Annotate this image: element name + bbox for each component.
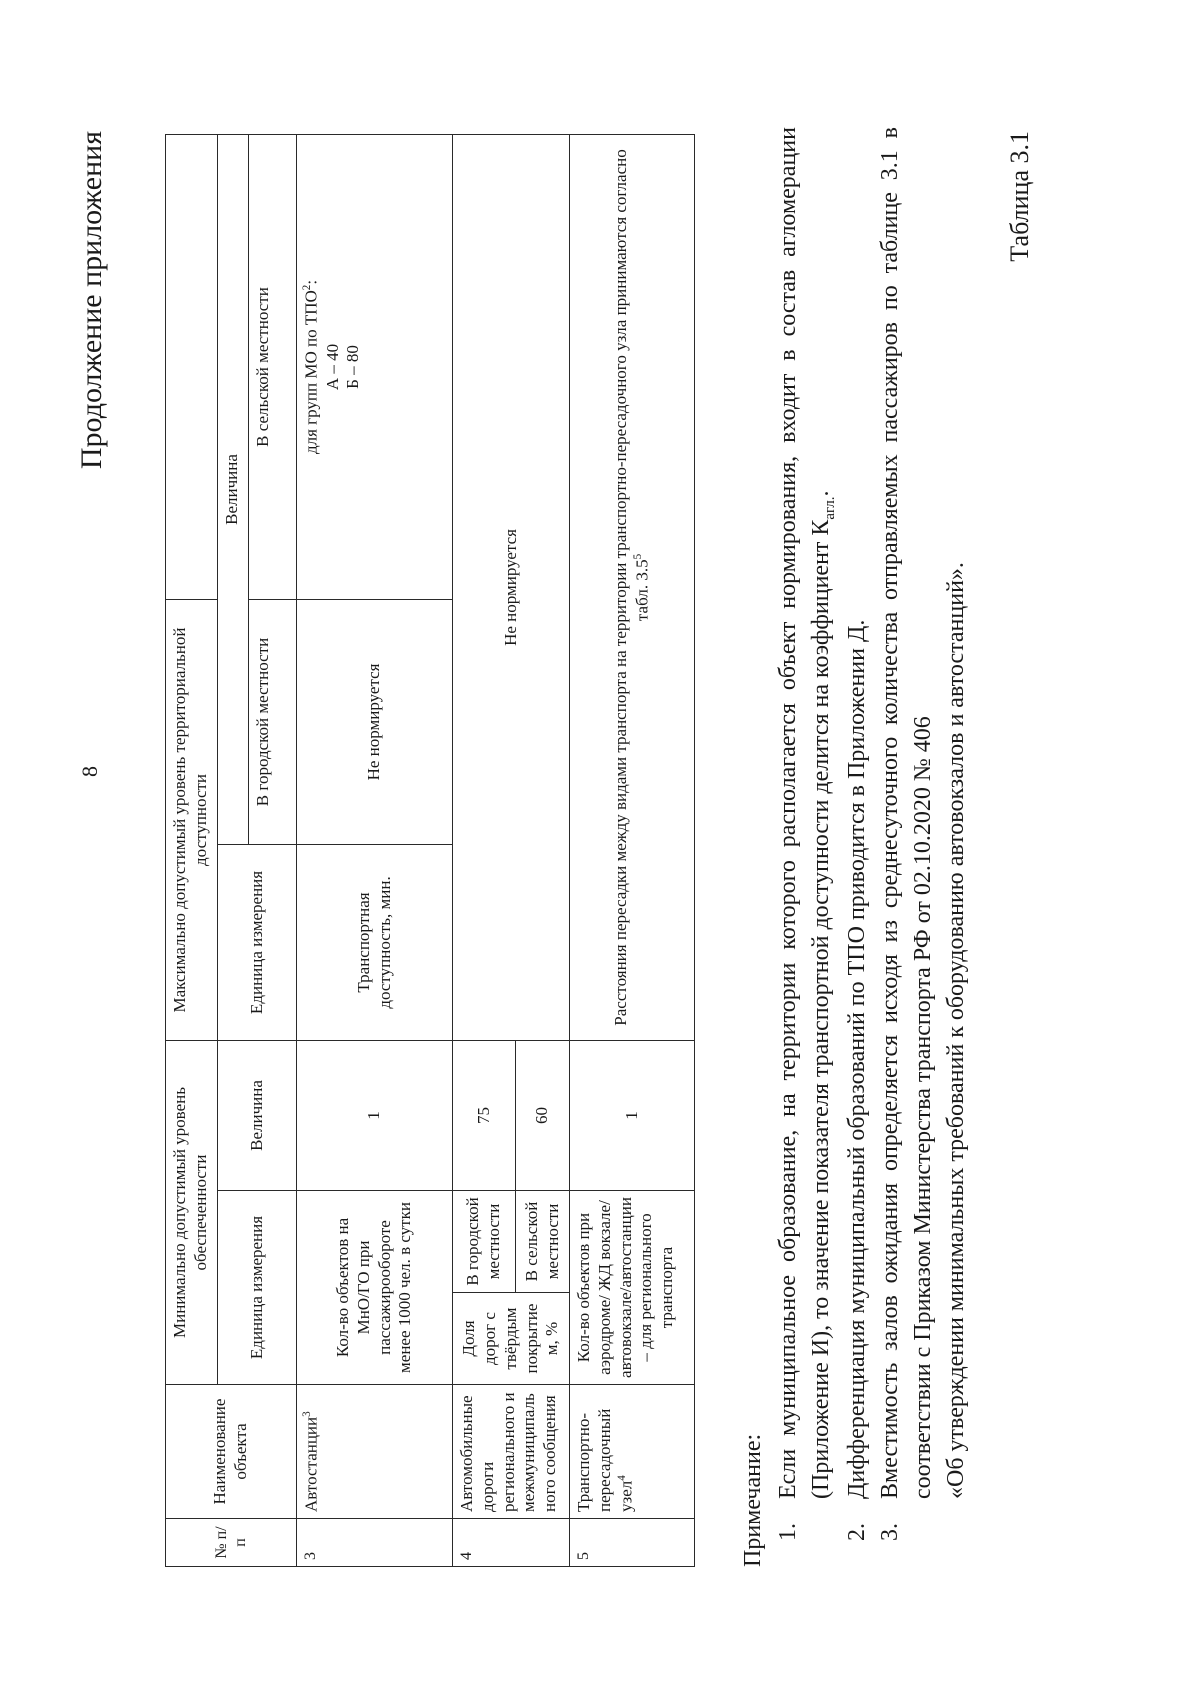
note-1 [772, 127, 840, 1567]
row-3-rural-colon: : [301, 279, 321, 285]
header-no: № п/п [166, 1519, 297, 1567]
note-3-text: Вместимость залов ожидания определяется исходя из среднесуточного количества отправляемых пассажиров по таблице 3.1 в соответствии с Приказом Министерства транспорта РФ от 02.10.2020 № 406 [876, 127, 936, 1499]
header-max-level: Максимально допустимый уровень территориальной доступности [166, 599, 218, 1040]
header-value-2: Величина [218, 134, 249, 844]
note-1-end: . [808, 490, 835, 497]
row-3-rural-line-1: для групп МО по ТПО [301, 290, 321, 455]
header-urban: В городской местности [249, 599, 297, 844]
row-3-name-footnote: 3 [301, 1411, 314, 1417]
row-4-rural-value: 60 [515, 1040, 569, 1190]
row-5-name [570, 1385, 695, 1519]
note-2-number: 2. [843, 1523, 870, 1541]
row-3-urban: Не нормируется [297, 599, 453, 844]
row-3-unit: Кол-во объектов на МнО/ГО при пассажирообороте менее 1000 чел. в сутки [297, 1191, 453, 1385]
rotated-page-content [75, 107, 1065, 1597]
header-max-level-tail [166, 134, 218, 599]
header-unit: Единица измерения [218, 1191, 297, 1385]
row-4-number: 4 [453, 1519, 570, 1567]
header-min-level: Минимально допустимый уровень обеспеченности [166, 1040, 218, 1384]
row-5-name-text: Транспортно-пересадочный узел [574, 1408, 636, 1512]
row-4-name: Автомобильные дороги регионального и межмуниципального сообщения [453, 1385, 570, 1519]
row-5-value: 1 [570, 1040, 695, 1190]
row-3-rural [297, 134, 453, 599]
row-3-value: 1 [297, 1040, 453, 1190]
note-3 [874, 127, 973, 1567]
row-5-name-footnote: 4 [615, 1475, 628, 1481]
notes-title: Примечание: [740, 1433, 766, 1567]
header-unit-2: Единица измерения [218, 844, 297, 1040]
row-5-max-footnote: 5 [631, 553, 644, 560]
header-value: Величина [218, 1040, 297, 1190]
table-label: Таблица 3.1 [1005, 131, 1034, 262]
continuation-heading: Продолжение приложения [75, 131, 108, 470]
row-4-urban-label: В городской местности [453, 1191, 516, 1293]
note-3-number: 3. [876, 1523, 903, 1541]
row-4-max: Не нормируется [453, 134, 570, 1040]
note-1-number: 1. [775, 1523, 802, 1541]
header-rural: В сельской местности [249, 134, 297, 599]
note-1-subscript: агл. [822, 496, 839, 520]
note-2 [841, 127, 874, 1567]
page-header [75, 107, 115, 1597]
row-4-unit: Доля дорог с твёрдым покрытием, % [453, 1293, 570, 1385]
notes-section [737, 127, 973, 1567]
norms-table [165, 134, 695, 1567]
page-number: 8 [77, 766, 102, 777]
row-5-unit: Кол-во объектов при аэродроме/ ЖД вокзале/ автовокзале/автостанции – для регионального транспорта [570, 1191, 695, 1385]
row-3-rural-group-b: Б – 80 [343, 345, 363, 389]
note-1-text: Если муниципальное образование, на территории которого располагается объект нормирования, входит в состав агломерации (Приложение И), то значение показателя транспортной доступности делится на коэффициент К [775, 127, 835, 1499]
row-5-max-text: Расстояния пересадки между видами транспорта на территории транспортно-пересадочного узла принимаются согласно табл. 3.5 [611, 149, 652, 1026]
row-3-rural-footnote: 2 [301, 284, 314, 291]
header-name: Наименование объекта [166, 1385, 297, 1519]
row-3-name [297, 1385, 453, 1519]
row-3-max-unit: Транспортная доступность, мин. [297, 844, 453, 1040]
row-4-rural-label: В сельской местности [515, 1191, 569, 1293]
row-3-number: 3 [297, 1519, 453, 1567]
note-2-text: Дифференциация муниципальный образований по ТПО приводится в Приложении Д. [843, 619, 870, 1499]
row-5-max [570, 134, 695, 1040]
row-3-rural-group-a: А – 40 [322, 343, 342, 391]
note-3-text-end: «Об утверждении минимальных требований к оборудованию автовокзалов и автостанций». [942, 562, 969, 1499]
row-5-number: 5 [570, 1519, 695, 1567]
row-3-name-text: Автостанции [301, 1416, 321, 1512]
row-4-urban-value: 75 [453, 1040, 516, 1190]
